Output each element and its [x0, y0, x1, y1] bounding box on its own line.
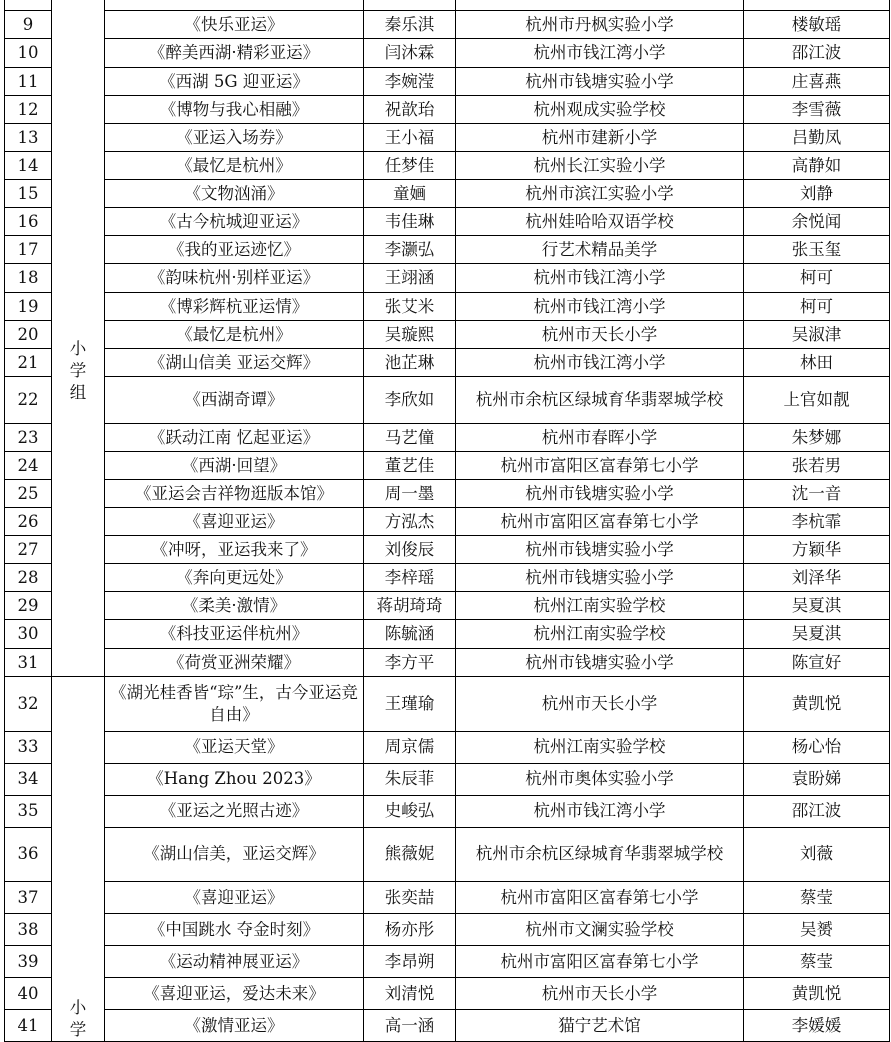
school-name: 杭州市余杭区绿城育华翡翠城学校 [456, 827, 744, 882]
artwork-title: 《亚运入场券》 [105, 124, 364, 152]
artwork-title: 《科技亚运伴杭州》 [105, 620, 364, 649]
teacher-name: 张若男 [744, 452, 890, 480]
entry-number: 13 [5, 124, 52, 152]
artwork-title: 《西湖 5G 迎亚运》 [105, 68, 364, 96]
entry-number: 41 [5, 1010, 52, 1042]
table-row [5, 236, 890, 264]
teacher-name: 黄凯悦 [744, 978, 890, 1010]
table-row [5, 0, 890, 11]
group-label-text: 小学 [69, 998, 87, 1039]
author-name: 张奕喆 [364, 882, 456, 914]
artwork-title: 《古今杭城迎亚运》 [105, 208, 364, 236]
teacher-name: 张玉玺 [744, 236, 890, 264]
entry-number: 38 [5, 914, 52, 946]
table-row [5, 763, 890, 795]
school-name: 杭州市富阳区富春第七小学 [456, 882, 744, 914]
table-row [5, 795, 890, 827]
school-name: 杭州市天长小学 [456, 677, 744, 732]
author-name: 刘俊辰 [364, 536, 456, 564]
teacher-name: 黄凯悦 [744, 677, 890, 732]
author-name: 蒋胡琦琦 [364, 592, 456, 620]
artwork-title: 《西湖·回望》 [105, 452, 364, 480]
award-list-table [4, 0, 890, 1042]
teacher-name: 上官如靓 [744, 377, 890, 424]
artwork-title: 《亚运之光照古迹》 [105, 795, 364, 827]
entry-number: 34 [5, 763, 52, 795]
teacher-name: 李媛媛 [744, 1010, 890, 1042]
table-row [5, 731, 890, 763]
author-name: 吴璇熙 [364, 321, 456, 349]
entry-number: 11 [5, 68, 52, 96]
table-body [5, 0, 890, 1042]
artwork-title: 《冲呀，亚运我来了》 [105, 536, 364, 564]
school-name: 杭州市钱江湾小学 [456, 349, 744, 377]
teacher-name: 蔡莹 [744, 946, 890, 978]
entry-number: 17 [5, 236, 52, 264]
artwork-title: 《湖光桂香皆“琮”生，古今亚运竞自由》 [105, 677, 364, 732]
author-name: 王瑾瑜 [364, 677, 456, 732]
teacher-name: 柯可 [744, 293, 890, 321]
teacher-name: 朱梦娜 [744, 424, 890, 452]
table-row [5, 480, 890, 508]
table-row [5, 124, 890, 152]
table-row [5, 649, 890, 677]
entry-number: 19 [5, 293, 52, 321]
table-row [5, 564, 890, 592]
school-name: 杭州市钱江湾小学 [456, 293, 744, 321]
artwork-title: 《喜迎亚运》 [105, 882, 364, 914]
teacher-name: 刘静 [744, 180, 890, 208]
school-name: 杭州市钱塘实验小学 [456, 536, 744, 564]
school-name: 杭州市余杭区绿城育华翡翠城学校 [456, 377, 744, 424]
school-name: 杭州市天长小学 [456, 321, 744, 349]
author-name: 池芷琳 [364, 349, 456, 377]
teacher-name: 李杭霏 [744, 508, 890, 536]
artwork-title: 《亚运会吉祥物逛版本馆》 [105, 480, 364, 508]
school-name: 杭州江南实验学校 [456, 592, 744, 620]
school-name: 杭州市天长小学 [456, 978, 744, 1010]
group-label [52, 0, 105, 677]
author-name: 韦佳琳 [364, 208, 456, 236]
school-name: 杭州江南实验学校 [456, 620, 744, 649]
entry-number: 10 [5, 39, 52, 68]
author-name: 史峻弘 [364, 795, 456, 827]
table-row [5, 180, 890, 208]
school-name: 猫宁艺术馆 [456, 1010, 744, 1042]
artwork-title: 《湖山信美 亚运交辉》 [105, 349, 364, 377]
school-name: 行艺术精品美学 [456, 236, 744, 264]
teacher-name: 刘薇 [744, 827, 890, 882]
school-name: 杭州市建新小学 [456, 124, 744, 152]
entry-number: 15 [5, 180, 52, 208]
group-label-text: 小学组 [69, 338, 87, 402]
entry-number: 26 [5, 508, 52, 536]
table-row [5, 882, 890, 914]
teacher-name: 李雪薇 [744, 96, 890, 124]
table-row [5, 208, 890, 236]
artwork-title: 《喜迎亚运》 [105, 508, 364, 536]
table-row [5, 536, 890, 564]
teacher-name: 吴赟 [744, 914, 890, 946]
artwork-title: 《博彩辉杭亚运情》 [105, 293, 364, 321]
table-row [5, 592, 890, 620]
entry-number: 27 [5, 536, 52, 564]
table-row [5, 827, 890, 882]
entry-number: 31 [5, 649, 52, 677]
school-name: 杭州市富阳区富春第七小学 [456, 946, 744, 978]
author-name [364, 0, 456, 11]
entry-number: 12 [5, 96, 52, 124]
school-name: 杭州市春晖小学 [456, 424, 744, 452]
table-row [5, 978, 890, 1010]
author-name: 秦乐淇 [364, 11, 456, 39]
entry-number: 24 [5, 452, 52, 480]
teacher-name [744, 0, 890, 11]
teacher-name: 吕勤凤 [744, 124, 890, 152]
document-page [4, 0, 889, 1042]
artwork-title: 《亚运天堂》 [105, 731, 364, 763]
teacher-name: 吴淑津 [744, 321, 890, 349]
artwork-title: 《我的亚运迹忆》 [105, 236, 364, 264]
artwork-title: 《跃动江南 忆起亚运》 [105, 424, 364, 452]
teacher-name: 楼敏瑶 [744, 11, 890, 39]
teacher-name: 高静如 [744, 152, 890, 180]
school-name: 杭州观成实验学校 [456, 96, 744, 124]
entry-number: 36 [5, 827, 52, 882]
school-name: 杭州长江实验小学 [456, 152, 744, 180]
entry-number: 30 [5, 620, 52, 649]
author-name: 李昂朔 [364, 946, 456, 978]
school-name: 杭州娃哈哈双语学校 [456, 208, 744, 236]
teacher-name: 林田 [744, 349, 890, 377]
entry-number: 39 [5, 946, 52, 978]
teacher-name: 杨心怡 [744, 731, 890, 763]
author-name: 周一墨 [364, 480, 456, 508]
author-name: 刘清悦 [364, 978, 456, 1010]
author-name: 熊薇妮 [364, 827, 456, 882]
entry-number: 37 [5, 882, 52, 914]
entry-number: 25 [5, 480, 52, 508]
teacher-name: 柯可 [744, 264, 890, 293]
entry-number: 20 [5, 321, 52, 349]
author-name: 马艺僮 [364, 424, 456, 452]
artwork-title: 《最忆是杭州》 [105, 321, 364, 349]
artwork-title: 《中国跳水 夺金时刻》 [105, 914, 364, 946]
entry-number: 22 [5, 377, 52, 424]
author-name: 李方平 [364, 649, 456, 677]
table-row [5, 39, 890, 68]
school-name: 杭州市丹枫实验小学 [456, 11, 744, 39]
teacher-name: 蔡莹 [744, 882, 890, 914]
entry-number: 28 [5, 564, 52, 592]
entry-number: 14 [5, 152, 52, 180]
table-row [5, 1010, 890, 1042]
school-name: 杭州市钱塘实验小学 [456, 564, 744, 592]
table-row [5, 946, 890, 978]
author-name: 陈毓涵 [364, 620, 456, 649]
school-name: 杭州市钱江湾小学 [456, 264, 744, 293]
artwork-title: 《西湖奇谭》 [105, 377, 364, 424]
artwork-title: 《韵味杭州·别样亚运》 [105, 264, 364, 293]
entry-number [5, 0, 52, 11]
author-name: 李梓瑶 [364, 564, 456, 592]
artwork-title: 《奔向更远处》 [105, 564, 364, 592]
entry-number: 33 [5, 731, 52, 763]
entry-number: 35 [5, 795, 52, 827]
table-row [5, 508, 890, 536]
school-name: 杭州市富阳区富春第七小学 [456, 452, 744, 480]
table-row [5, 377, 890, 424]
teacher-name: 庄喜燕 [744, 68, 890, 96]
author-name: 任梦佳 [364, 152, 456, 180]
school-name [456, 0, 744, 11]
table-row [5, 11, 890, 39]
artwork-title: 《柔美·激情》 [105, 592, 364, 620]
author-name: 李婉滢 [364, 68, 456, 96]
artwork-title: 《湖山信美，亚运交辉》 [105, 827, 364, 882]
school-name: 杭州市钱塘实验小学 [456, 649, 744, 677]
table-row [5, 914, 890, 946]
author-name: 周京儒 [364, 731, 456, 763]
author-name: 闫沐霖 [364, 39, 456, 68]
teacher-name: 袁盼娣 [744, 763, 890, 795]
entry-number: 29 [5, 592, 52, 620]
artwork-title: 《Hang Zhou 2023》 [105, 763, 364, 795]
teacher-name: 陈宣好 [744, 649, 890, 677]
artwork-title: 《运动精神展亚运》 [105, 946, 364, 978]
artwork-title [105, 0, 364, 11]
teacher-name: 刘泽华 [744, 564, 890, 592]
school-name: 杭州市钱江湾小学 [456, 795, 744, 827]
table-row [5, 68, 890, 96]
artwork-title: 《文物汹涌》 [105, 180, 364, 208]
table-row [5, 349, 890, 377]
entry-number: 16 [5, 208, 52, 236]
table-row [5, 677, 890, 732]
artwork-title: 《荷赏亚洲荣耀》 [105, 649, 364, 677]
artwork-title: 《快乐亚运》 [105, 11, 364, 39]
author-name: 朱辰菲 [364, 763, 456, 795]
school-name: 杭州市钱塘实验小学 [456, 480, 744, 508]
table-row [5, 620, 890, 649]
artwork-title: 《醉美西湖·精彩亚运》 [105, 39, 364, 68]
table-row [5, 452, 890, 480]
entry-number: 9 [5, 11, 52, 39]
table-row [5, 264, 890, 293]
teacher-name: 方颖华 [744, 536, 890, 564]
artwork-title: 《激情亚运》 [105, 1010, 364, 1042]
author-name: 董艺佳 [364, 452, 456, 480]
author-name: 李欣如 [364, 377, 456, 424]
table-row [5, 152, 890, 180]
table-row [5, 321, 890, 349]
school-name: 杭州市滨江实验小学 [456, 180, 744, 208]
school-name: 杭州市文澜实验学校 [456, 914, 744, 946]
school-name: 杭州市钱塘实验小学 [456, 68, 744, 96]
school-name: 杭州市钱江湾小学 [456, 39, 744, 68]
entry-number: 21 [5, 349, 52, 377]
artwork-title: 《最忆是杭州》 [105, 152, 364, 180]
table-row [5, 424, 890, 452]
author-name: 祝歆珆 [364, 96, 456, 124]
school-name: 杭州市富阳区富春第七小学 [456, 508, 744, 536]
school-name: 杭州市奥体实验小学 [456, 763, 744, 795]
author-name: 张艾米 [364, 293, 456, 321]
group-label [52, 677, 105, 1042]
school-name: 杭州江南实验学校 [456, 731, 744, 763]
teacher-name: 吴夏淇 [744, 620, 890, 649]
entry-number: 32 [5, 677, 52, 732]
author-name: 王小福 [364, 124, 456, 152]
author-name: 杨亦彤 [364, 914, 456, 946]
teacher-name: 沈一音 [744, 480, 890, 508]
table-row [5, 96, 890, 124]
entry-number: 18 [5, 264, 52, 293]
entry-number: 23 [5, 424, 52, 452]
artwork-title: 《喜迎亚运，爱达未来》 [105, 978, 364, 1010]
author-name: 童婳 [364, 180, 456, 208]
entry-number: 40 [5, 978, 52, 1010]
teacher-name: 余悦闻 [744, 208, 890, 236]
author-name: 方泓杰 [364, 508, 456, 536]
teacher-name: 邵江波 [744, 795, 890, 827]
artwork-title: 《博物与我心相融》 [105, 96, 364, 124]
table-row [5, 293, 890, 321]
author-name: 李灏弘 [364, 236, 456, 264]
teacher-name: 邵江波 [744, 39, 890, 68]
author-name: 高一涵 [364, 1010, 456, 1042]
author-name: 王翊涵 [364, 264, 456, 293]
teacher-name: 吴夏淇 [744, 592, 890, 620]
